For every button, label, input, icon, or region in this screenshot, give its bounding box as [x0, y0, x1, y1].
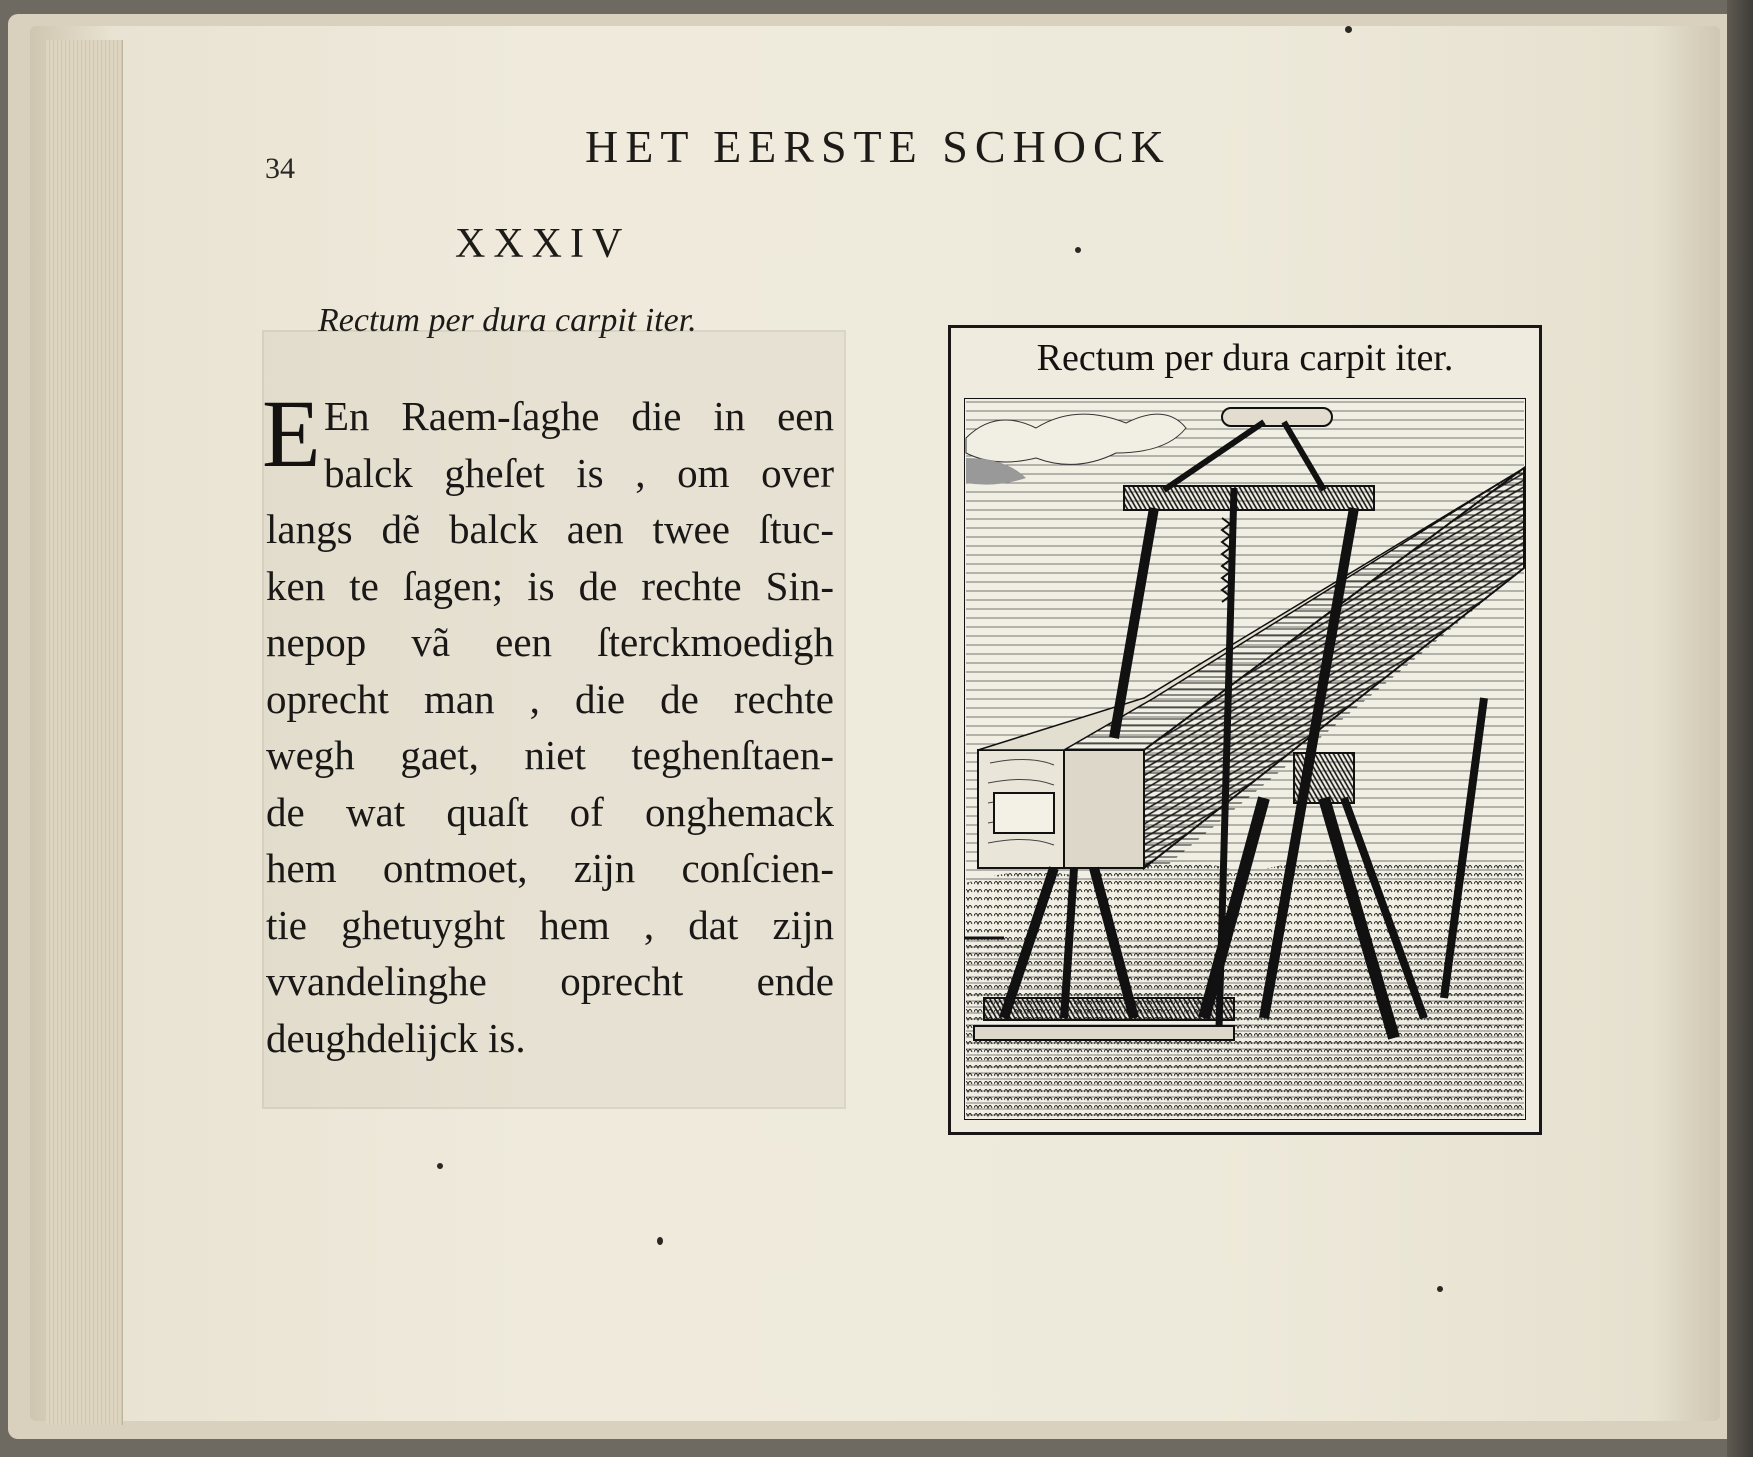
text-line: wegh gaet, niet teghenſtaen- — [266, 732, 834, 778]
section-number: XXXIV — [455, 221, 631, 267]
emblem-frame — [948, 325, 1542, 1135]
text-line: tie ghetuyght hem , dat zijn — [266, 901, 834, 948]
ink-spot — [437, 1163, 443, 1169]
page-fore-edge — [46, 40, 123, 1425]
text-line: En Raem-ſaghe die in een — [324, 393, 834, 439]
emblem-caption: Rectum per dura carpit iter. — [1036, 337, 1454, 379]
running-head: HET EERSTE SCHOCK — [585, 121, 1171, 172]
text-line: vvandelinghe oprecht ende — [266, 958, 834, 1004]
text-line: balck gheſet is , om over — [324, 449, 834, 496]
background-edge — [1727, 0, 1753, 1457]
text-line: hem ontmoet, zijn conſcien- — [266, 845, 834, 891]
text-line: deughdelijck is. — [266, 1014, 526, 1061]
text-line: langs dẽ balck aen twee ſtuc- — [266, 506, 834, 552]
body-text — [266, 388, 834, 1066]
text-line: ken te ſagen; is de rechte Sin- — [266, 562, 834, 609]
text-line: oprecht man , die de rechte — [266, 675, 834, 722]
page-number: 34 — [265, 152, 295, 185]
motto: Rectum per dura carpit iter. — [318, 302, 697, 339]
ink-spot — [657, 1237, 663, 1245]
text-line: nepop vã een ſterckmoedigh — [266, 619, 834, 665]
text-line: de wat quaſt of onghemack — [266, 788, 834, 835]
ink-spot — [1437, 1286, 1443, 1292]
ink-spot — [1075, 247, 1081, 253]
ink-spot — [1345, 26, 1352, 33]
drop-cap: E — [262, 380, 321, 487]
emblem-engraving — [964, 398, 1526, 1120]
